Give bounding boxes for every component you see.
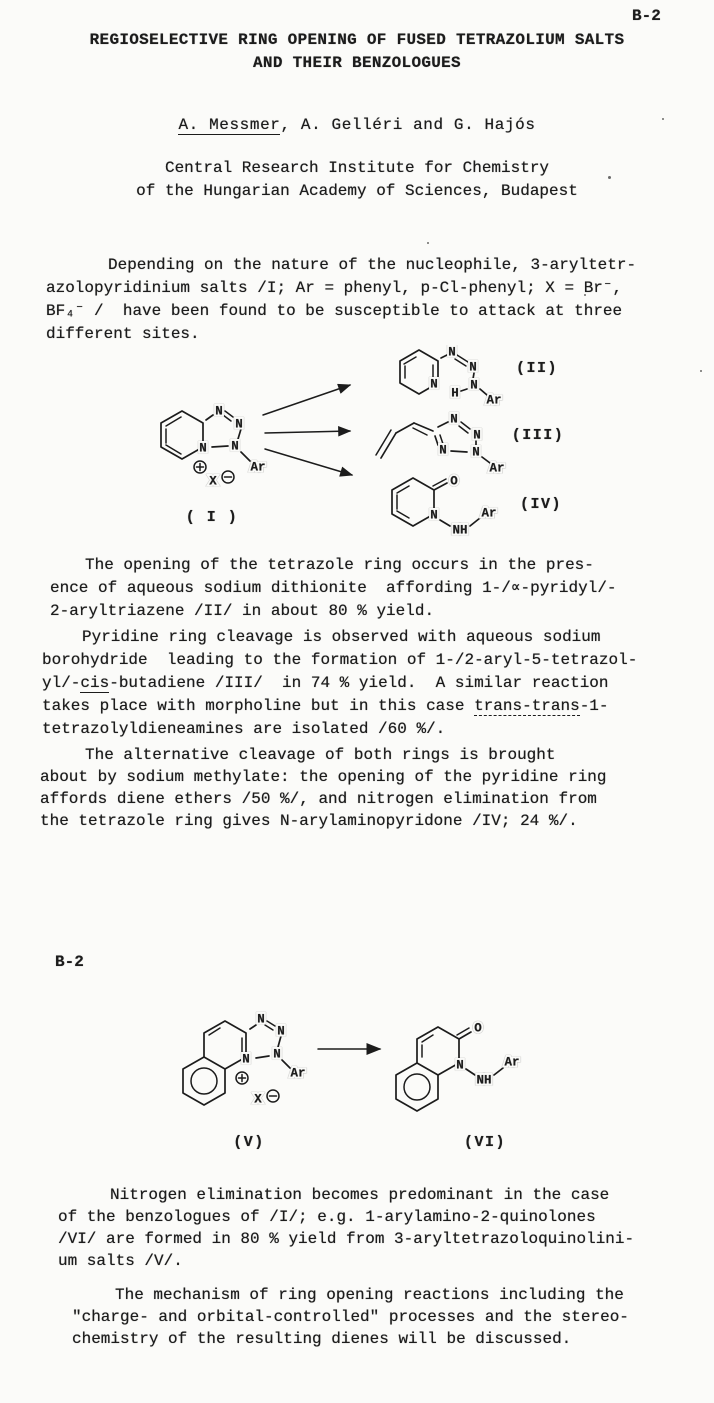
text-line: ence of aqueous sodium dithionite affording 1-/∝-pyridyl/- (50, 579, 617, 597)
atom-label-n: N (439, 443, 447, 458)
text-line (42, 672, 637, 695)
authors-line (0, 116, 714, 134)
arrow-to-II (263, 385, 350, 415)
text-segment: yl/- (42, 674, 81, 692)
compound-label-IV: (IV) (519, 496, 563, 513)
text-segment: -1- (579, 697, 609, 715)
scan-speckle (427, 242, 429, 244)
title-line-2: AND THEIR BENZOLOGUES (253, 54, 461, 72)
atom-label-n: N (231, 439, 239, 454)
text-line: chemistry of the resulting dienes will be discussed. (72, 1330, 572, 1348)
atom-label-n: N (215, 404, 223, 419)
arrow-to-III (265, 431, 350, 433)
atom-label-n: N (277, 1024, 285, 1039)
paragraph-3 (42, 626, 637, 741)
atom-label-ar: Ar (504, 1055, 520, 1070)
structure-V (183, 1012, 306, 1151)
paragraph-2 (50, 554, 617, 623)
compound-label-VI: (VI) (463, 1134, 507, 1151)
atom-label-o: O (450, 474, 458, 489)
text-line: um salts /V/. (58, 1252, 183, 1270)
affiliation-line-1: Central Research Institute for Chemistry (164, 159, 550, 177)
atom-label-nh: NH (452, 523, 468, 538)
paragraph-4 (40, 744, 607, 832)
paragraph-5 (58, 1184, 634, 1272)
atom-label-nh: NH (476, 1073, 492, 1088)
atom-label-n: N (430, 508, 438, 523)
compound-label-I: ( I ) (185, 509, 239, 526)
reaction-scheme-1 (100, 345, 660, 550)
atom-label-n: N (470, 378, 478, 393)
text-line (42, 695, 637, 718)
atom-label-n: N (472, 445, 480, 460)
reaction-arrows (263, 385, 352, 475)
text-line: BF₄⁻ / have been found to be susceptible to attack at three (46, 302, 623, 320)
minus-charge-icon (222, 471, 234, 483)
text-line: azolopyridinium salts /I; Ar = phenyl, p-Cl-phenyl; X = Br⁻, (46, 279, 623, 297)
text-line: "charge- and orbital-controlled" processes and the stereo- (72, 1308, 629, 1326)
atom-label-n: N (430, 377, 438, 392)
emphasized-trans-trans: trans-trans (474, 697, 580, 715)
minus-charge-icon (267, 1090, 279, 1102)
plus-charge-icon (236, 1072, 248, 1084)
text-line: 2-aryltriazene /II/ in about 80 % yield. (50, 602, 435, 620)
atom-label-n: N (450, 412, 458, 427)
text-line: the tetrazole ring gives N-arylaminopyridone /IV; 24 %/. (40, 812, 578, 830)
emphasized-cis: cis (80, 674, 110, 692)
atom-label-n: N (242, 1052, 250, 1067)
text-line: Nitrogen elimination becomes predominant in the case (110, 1186, 610, 1204)
reaction-scheme-2 (150, 1005, 570, 1155)
scan-speckle (700, 370, 702, 372)
atom-label-n: N (469, 360, 477, 375)
atom-label-n: N (448, 345, 456, 360)
text-line: Pyridine ring cleavage is observed with aqueous sodium (82, 628, 601, 646)
compound-label-V: (V) (233, 1134, 265, 1151)
text-line: affords diene ethers /50 %/, and nitrogen elimination from (40, 790, 597, 808)
paragraph-1 (46, 254, 636, 346)
atom-label-o: O (474, 1021, 482, 1036)
text-line: Depending on the nature of the nucleophile, 3-aryltetr- (108, 256, 637, 274)
compound-label-II: (II) (515, 360, 559, 377)
text-line: about by sodium methylate: the opening of the pyridine ring (40, 768, 607, 786)
plus-charge-icon (194, 461, 206, 473)
text-line: of the benzologues of /I/; e.g. 1-arylamino-2-quinolones (58, 1208, 596, 1226)
atom-label-x: X (209, 474, 217, 489)
atom-label-n: N (235, 417, 243, 432)
affiliation (0, 157, 714, 203)
paragraph-6 (72, 1284, 629, 1350)
author-presenting: A. Messmer (178, 116, 281, 134)
atom-label-n: N (199, 441, 207, 456)
text-line: The mechanism of ring opening reactions including the (115, 1286, 624, 1304)
atom-label-n: N (257, 1012, 265, 1027)
text-line: /VI/ are formed in 80 % yield from 3-aryltetrazoloquinolini- (58, 1230, 635, 1248)
compound-label-III: (III) (511, 427, 565, 444)
text-line: tetrazolyldieneamines are isolated /60 %/. (42, 720, 446, 738)
atom-label-h: H (451, 386, 459, 401)
structure-IV (392, 474, 562, 537)
title-line-1: REGIOSELECTIVE RING OPENING OF FUSED TETRAZOLIUM SALTS (89, 31, 625, 49)
atom-label-ar: Ar (290, 1066, 306, 1081)
text-segment: -butadiene /III/ in 74 % yield. A similar reaction (109, 674, 609, 692)
arrow-to-IV (265, 449, 352, 475)
authors-rest: , A. Gelléri and G. Hajós (280, 116, 536, 134)
atom-label-x: X (254, 1092, 262, 1107)
text-segment: takes place with morpholine but in this case (42, 697, 475, 715)
atom-label-ar: Ar (250, 460, 266, 475)
affiliation-line-2: of the Hungarian Academy of Sciences, Budapest (136, 182, 578, 200)
atom-label-n: N (473, 428, 481, 443)
structure-III (376, 412, 564, 475)
text-line: different sites. (46, 325, 200, 343)
atom-label-n: N (273, 1047, 281, 1062)
text-line: borohydride leading to the formation of 1-/2-aryl-5-tetrazol- (42, 651, 638, 669)
atom-label-n: N (456, 1058, 464, 1073)
structure-I (161, 404, 266, 526)
text-line: The alternative cleavage of both rings is brought (85, 746, 556, 764)
structure-VI (396, 1021, 520, 1151)
atom-label-ar: Ar (481, 506, 497, 521)
text-line: The opening of the tetrazole ring occurs in the pres- (85, 556, 594, 574)
structure-II (400, 345, 558, 407)
atom-label-ar: Ar (486, 393, 502, 408)
atom-label-ar: Ar (489, 461, 505, 476)
page-number: B-2 (632, 7, 661, 25)
paper-title (0, 29, 714, 75)
section-label: B-2 (55, 953, 84, 971)
